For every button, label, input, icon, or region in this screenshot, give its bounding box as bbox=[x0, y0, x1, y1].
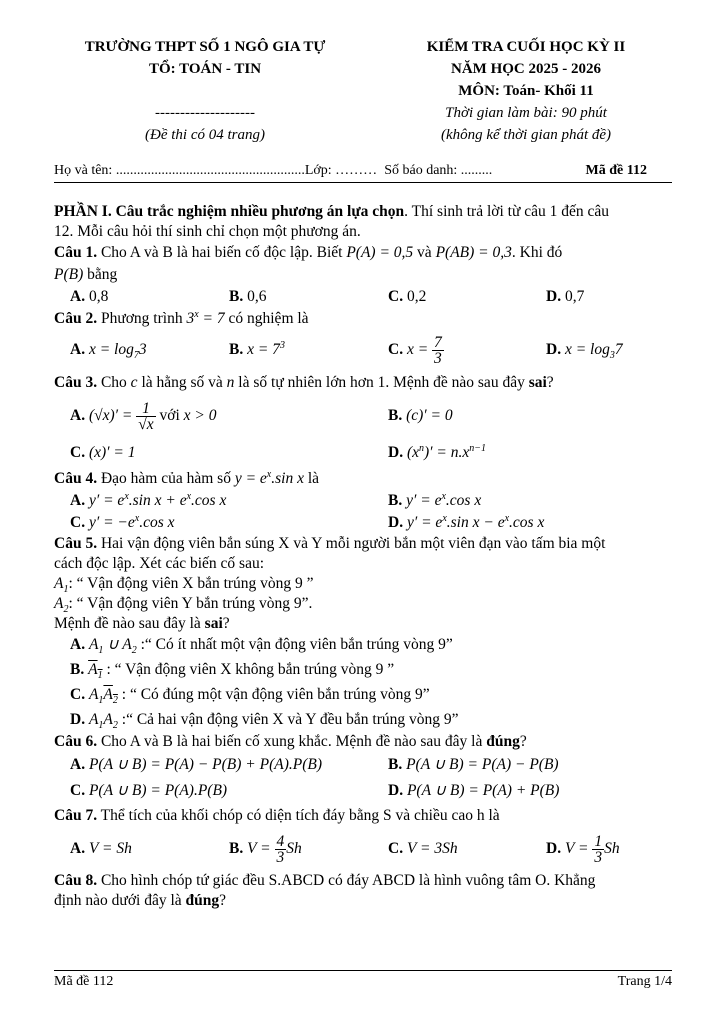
question-5: Câu 5. Hai vận động viên bắn súng X và Y mỗi người bắn một viên đạn vào tấm bia một bbox=[54, 535, 606, 552]
part1-instructions: 12. Mỗi câu hỏi thí sinh chỉ chọn một phương án. bbox=[54, 223, 361, 240]
option-c[interactable]: C. $A_1A_2$ : “ Có đúng một vận động viên bắn trúng vòng 9” bbox=[70, 686, 430, 707]
student-info-row bbox=[54, 160, 674, 182]
option-d[interactable]: D. $x = \log_37$ bbox=[546, 341, 623, 362]
option-b[interactable]: B. 0,6 bbox=[229, 288, 267, 305]
option-d[interactable]: D. $A_1A_2$ :“ Cả hai vận động viên X và Y đều bắn trúng vòng 9” bbox=[70, 711, 459, 732]
question-3-options-ab bbox=[54, 394, 674, 438]
part1-heading: PHẦN I. Câu trắc nghiệm nhiều phương án lựa chọn. Thí sinh trả lời từ câu 1 đến câu bbox=[54, 203, 610, 220]
exam-code: Mã đề 112 bbox=[585, 163, 647, 178]
question-7-options bbox=[54, 827, 674, 871]
subject: MÔN: Toán- Khối 11 bbox=[458, 83, 594, 99]
department: TỔ: TOÁN - TIN bbox=[148, 61, 262, 77]
question-1-options bbox=[54, 286, 674, 308]
question-6-options-ab bbox=[54, 753, 674, 777]
footer-page-number: Trang 1/4 bbox=[617, 974, 672, 989]
option-a[interactable]: A. (√x)′ = $\frac{1}{√x}$ với x > 0 bbox=[70, 399, 217, 433]
event-a2: $A_2$: “ Vận động viên Y bắn trúng vòng 9”. bbox=[54, 595, 313, 616]
option-a[interactable]: A. $y' = e^x.\sin$ $x + e^x.\cos$ x bbox=[70, 490, 227, 509]
question-4-options-cd bbox=[54, 512, 674, 534]
option-a[interactable]: A. P(A ∪ B) = P(A) − P(B) + P(A).P(B) bbox=[70, 756, 323, 773]
question-2-options bbox=[54, 330, 674, 370]
school-name: TRƯỜNG THPT SỐ 1 NGÔ GIA TỰ bbox=[84, 39, 326, 55]
option-b[interactable]: B. $y' = e^x.\cos$ x bbox=[388, 490, 482, 509]
question-4-options-ab bbox=[54, 490, 674, 512]
header-left bbox=[40, 36, 370, 146]
option-b[interactable]: B. V = $\frac{4}{3}$ Sh bbox=[229, 832, 302, 866]
option-b[interactable]: B. P(A ∪ B) = P(A) − P(B) bbox=[388, 756, 559, 773]
name-field[interactable]: Họ và tên: ...................................................... bbox=[54, 163, 305, 178]
option-c[interactable]: C. (x)′ = 1 bbox=[70, 444, 136, 461]
question-6: Câu 6. Cho A và B là hai biến cố xung khắc. Mệnh đề nào sau đây là đúng? bbox=[54, 733, 527, 750]
time-limit: Thời gian làm bài: 90 phút bbox=[445, 105, 607, 121]
question-8: Câu 8. Cho hình chóp tứ giác đều S.ABCD có đáy ABCD là hình vuông tâm O. Khẳng bbox=[54, 872, 596, 889]
question-3: Câu 3. Cho c là hằng số và n là số tự nhiên lớn hơn 1. Mệnh đề nào sau đây sai? bbox=[54, 374, 554, 391]
student-id-field[interactable]: Số báo danh: ......... bbox=[384, 163, 493, 178]
option-b[interactable]: B. $x = 7^3$ bbox=[229, 339, 285, 358]
class-field[interactable]: Lớp: ……… bbox=[304, 163, 378, 178]
header-dashes: -------------------- bbox=[155, 105, 255, 121]
option-b[interactable]: B. (c)′ = 0 bbox=[388, 407, 453, 424]
option-d[interactable]: D. V = $\frac{1}{3}$ Sh bbox=[546, 832, 620, 866]
option-a[interactable]: A. V = Sh bbox=[70, 840, 132, 857]
questions-body: PHẦN I. Câu trắc nghiệm nhiều phương án lựa chọn. Thí sinh trả lời từ câu 1 đến câu 12. Mỗi câu hỏi thí sinh chỉ chọn một phương án. Câu 1. Cho A và B là hai biến cố độc lập. Biết P(A) = 0,5 và P(AB) = 0,3. Khi đó P(B) bằng A. 0,8 B. 0,6 C. 0,2 D. 0,7 Câu 2. Phương trình $3^x = 7$ có nghiệm là A. $x = \log_73$ B. $x = 7^3$ C. x = $\frac{7}{3}$ D. $x = \log_37$ Câu 3. Cho c là hằng số và n là số tự nhiên lớn hơn 1. Mệnh đề nào sau đây sai? A. (√x)′ = $\frac{1}{√x}$ với x > 0 B. (c)′ = 0 C. (x)′ = 1 D. $(x^n)' = n.x^{n-1}$ Câu 4. Đạo hàm của hàm số $y = e^x.\sin$ x là A. $y' = e^x.\sin$ $x + e^x.\cos$ x B. $y' = e^x.\cos$ x C. $y' = -e^x.\cos$ x D. $y' = e^x.\sin$ $x - e^x.\cos$ x Câu 5. Hai vận động viên bắn súng X và Y mỗi người bắn một viên đạn vào tấm bia một cách độc lập. Xét các biến cố sau: $A_1$: “ Vận động viên X bắn trúng vòng 9 ” $A_2$: “ Vận động viên Y bắn trúng vòng 9”. Mệnh đề nào sau đây là sai? A. $A_1$ ∪ $A_2$ :“ Có ít nhất một vận động viên bắn trúng vòng 9” B. $A_1$ : “ Vận động viên X không bắn trúng vòng 9 ” C. $A_1A_2$ : “ Có đúng một vận động viên bắn trúng vòng 9” D. $A_1A_2$ :“ Cả hai vận động viên X và Y đều bắn trúng vòng 9” Câu 6. Cho A và B là hai biến cố xung khắc. Mệnh đề nào sau đây là đúng? A. P(A ∪ B) = P(A) − P(B) + P(A).P(B) B. P(A ∪ B) = P(A) − P(B) C. P(A ∪ B) = P(A).P(B) D. P(A ∪ B) = P(A) + P(B) Câu 7. Thể tích của khối chóp có diện tích đáy bằng S và chiều cao h là A. V = Sh B. V = $\frac{4}{3}$ Sh C. V = 3Sh D. V = $\frac{1}{3}$ Sh Câu 8. Cho hình chóp tứ giác đều S.ABCD có đáy ABCD là hình vuông tâm O. Khẳng định nào dưới đây là đúng? bbox=[54, 202, 674, 911]
question-6-options-cd bbox=[54, 777, 674, 805]
option-d[interactable]: D. $y' = e^x.\sin$ $x - e^x.\cos$ x bbox=[388, 512, 545, 531]
question-7: Câu 7. Thể tích của khối chóp có diện tích đáy bằng S và chiều cao h là bbox=[54, 807, 500, 824]
option-d[interactable]: D. $(x^n)' = n.x^{n-1}$ bbox=[388, 442, 487, 461]
school-year: NĂM HỌC 2025 - 2026 bbox=[451, 61, 601, 77]
option-a[interactable]: A. 0,8 bbox=[70, 288, 109, 305]
time-note: (không kể thời gian phát đề) bbox=[440, 127, 612, 143]
header-right bbox=[376, 36, 676, 146]
footer-divider bbox=[54, 970, 672, 971]
option-a[interactable]: A. $x = \log_73$ bbox=[70, 341, 147, 362]
option-c[interactable]: C. x = $\frac{7}{3}$ bbox=[388, 333, 442, 367]
option-c[interactable]: C. $y' = -e^x.\cos$ x bbox=[70, 512, 175, 531]
question-4: Câu 4. Đạo hàm của hàm số $y = e^x.\sin$ x là bbox=[54, 468, 320, 487]
info-divider bbox=[54, 182, 672, 183]
event-a1: $A_1$: “ Vận động viên X bắn trúng vòng 9 ” bbox=[54, 575, 314, 596]
option-d[interactable]: D. 0,7 bbox=[546, 288, 585, 305]
question-3-options-cd bbox=[54, 438, 674, 468]
footer-exam-code: Mã đề 112 bbox=[54, 974, 114, 989]
exam-title: KIỂM TRA CUỐI HỌC KỲ II bbox=[426, 39, 626, 55]
option-a[interactable]: A. $A_1$ ∪ $A_2$ :“ Có ít nhất một vận động viên bắn trúng vòng 9” bbox=[70, 636, 453, 657]
question-2: Câu 2. Phương trình $3^x = 7$ có nghiệm là bbox=[54, 308, 309, 327]
page-count-note: (Đề thi có 04 trang) bbox=[145, 127, 265, 143]
option-c[interactable]: C. 0,2 bbox=[388, 288, 427, 305]
question-1: Câu 1. Cho A và B là hai biến cố độc lập. Biết P(A) = 0,5 và P(AB) = 0,3. Khi đó bbox=[54, 244, 563, 261]
option-c[interactable]: C. V = 3Sh bbox=[388, 840, 458, 857]
option-d[interactable]: D. P(A ∪ B) = P(A) + P(B) bbox=[388, 782, 560, 799]
option-b[interactable]: B. $A_1$ : “ Vận động viên X không bắn trúng vòng 9 ” bbox=[70, 661, 395, 682]
option-c[interactable]: C. P(A ∪ B) = P(A).P(B) bbox=[70, 782, 228, 799]
